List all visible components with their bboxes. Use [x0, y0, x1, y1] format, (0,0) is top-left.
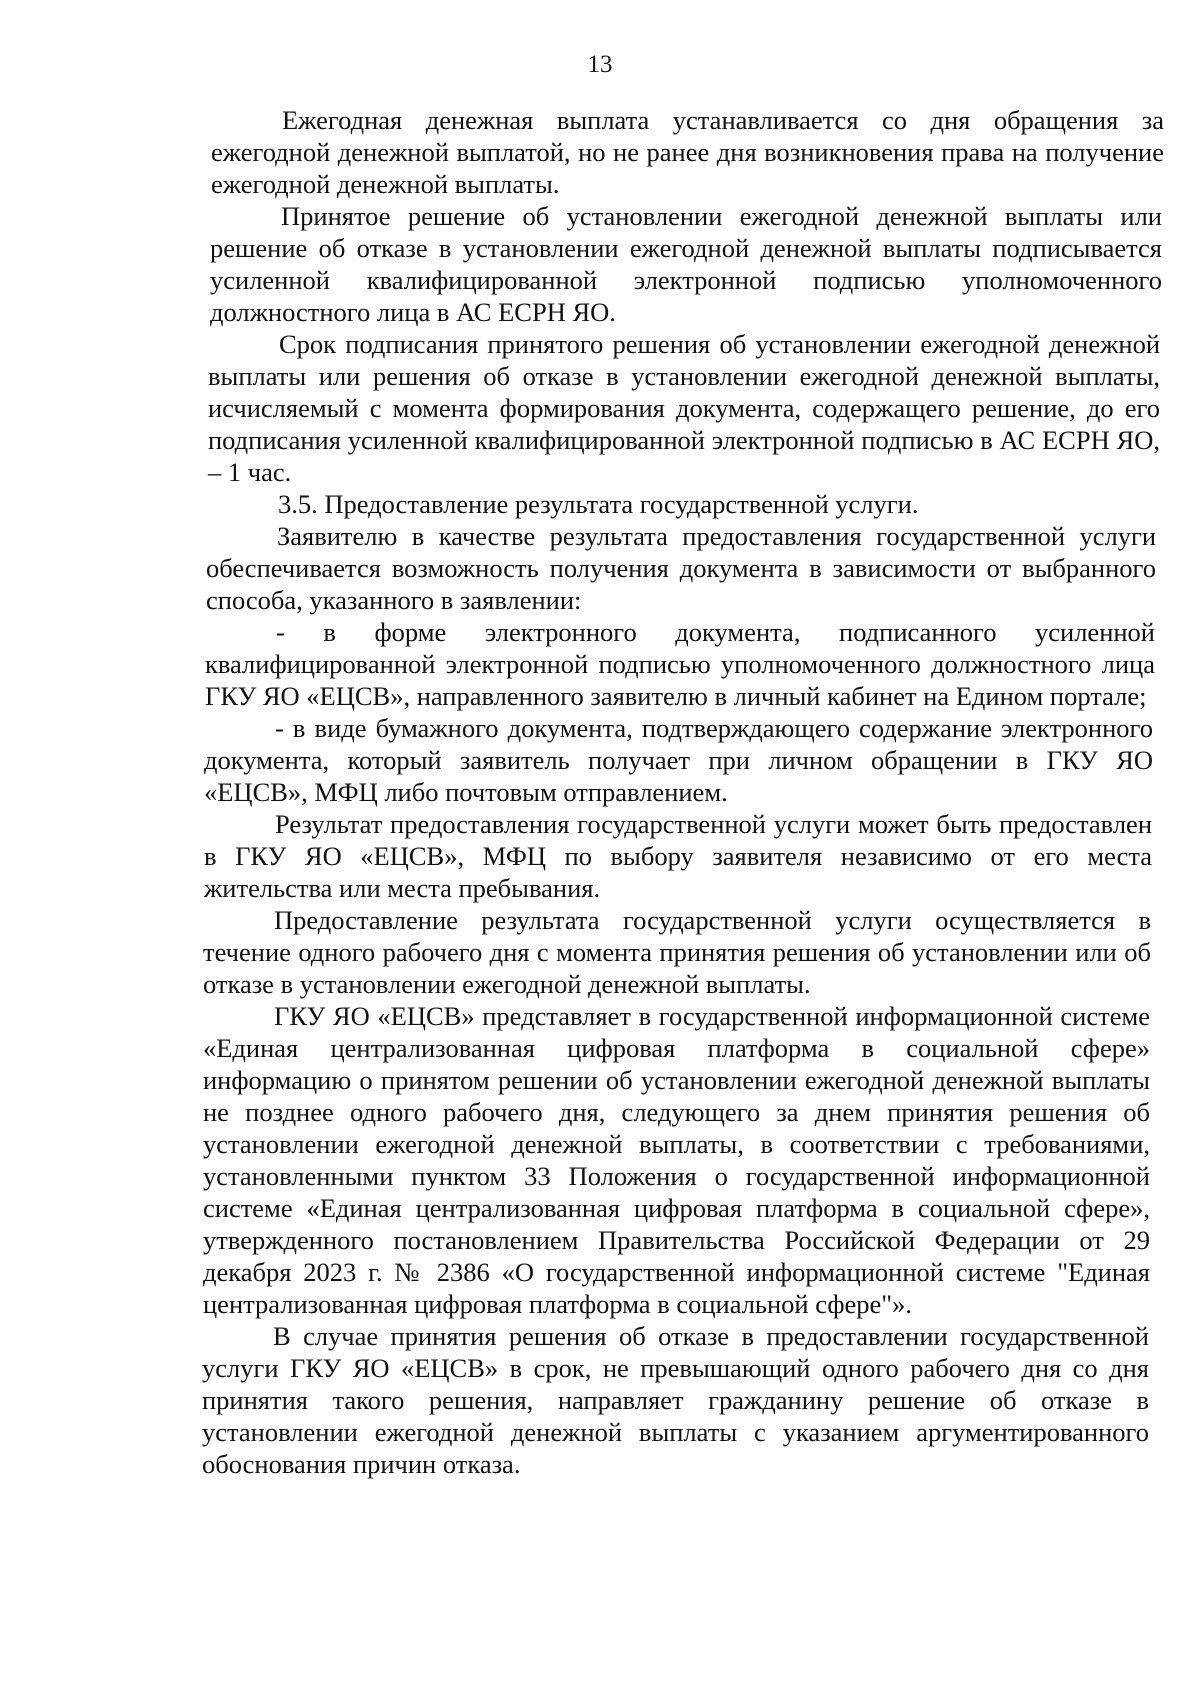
paragraph-result-options: Заявителю в качестве результата предоставления государственной услуги обеспечивается возможность получения документа в зависимости от выбранного способа, указанного в заявлении: [206, 521, 1156, 615]
document-body [0, 104, 1200, 1480]
paragraph-signing-deadline: Срок подписания принятого решения об установлении ежегодной денежной выплаты или решения об отказе в установлении ежегодной денежной выплаты, исчисляемый с момента формирования документа, содержащего решение, до его подписания усиленной квалифицированной электронной подписью в АС ЕСРН ЯО, – 1 час. [208, 329, 1160, 487]
page-number: 13 [587, 51, 613, 78]
paragraph-payment-start: Ежегодная денежная выплата устанавливается со дня обращения за ежегодной денежной выплатой, но не ранее дня возникновения права на получение ежегодной денежной выплаты. [211, 105, 1164, 199]
paragraph-result-location: Результат предоставления государственной услуги может быть предоставлен в ГКУ ЯО «ЕЦСВ», МФЦ по выбору заявителя независимо от его места жительства или места пребывания. [204, 809, 1152, 903]
list-item-electronic: - в форме электронного документа, подписанного усиленной квалифицированной электронной подписью уполномоченного должностного лица ГКУ ЯО «ЕЦСВ», направленного заявителю в личный кабинет на Едином портале; [205, 617, 1155, 711]
list-item-paper: - в виде бумажного документа, подтверждающего содержание электронного документа, который заявитель получает при личном обращении в ГКУ ЯО «ЕЦСВ», МФЦ либо почтовым отправлением. [204, 713, 1153, 807]
paragraph-information-system: ГКУ ЯО «ЕЦСВ» представляет в государственной информационной системе «Единая централизованная цифровая платформа в социальной сфере» информацию о принятом решении об установлении ежегодной денежной выплаты не позднее одного рабочего дня, следующего за днем принятия решения об установлении ежегодной денежной выплаты, в соответствии с требованиями, установленными пунктом 33 Положения о государственной информационной системе «Единая централизованная цифровая платформа в социальной сфере», утвержденного постановлением Правительства Российской Федерации от 29 декабря 2023 г. № 2386 «О государственной информационной системе "Единая централизованная цифровая платформа в социальной сфере"». [203, 1001, 1150, 1319]
paragraph-decision-signing: Принятое решение об установлении ежегодной денежной выплаты или решение об отказе в установлении ежегодной денежной выплаты подписывается усиленной квалифицированной электронной подписью уполномоченного должностного лица в АС ЕСРН ЯО. [210, 201, 1162, 327]
paragraph-refusal: В случае принятия решения об отказе в предоставлении государственной услуги ГКУ ЯО «ЕЦСВ» в срок, не превышающий одного рабочего дня со дня принятия такого решения, направляет гражданину решение об отказе в установлении ежегодной денежной выплаты с указанием аргументированного обоснования причин отказа. [202, 1321, 1149, 1479]
section-heading-3-5: 3.5. Предоставление результата государственной услуги. [278, 489, 919, 519]
paragraph-result-timing: Предоставление результата государственной услуги осуществляется в течение одного рабочего дня с момента принятия решения об установлении или об отказе в установлении ежегодной денежной выплаты. [203, 905, 1151, 999]
